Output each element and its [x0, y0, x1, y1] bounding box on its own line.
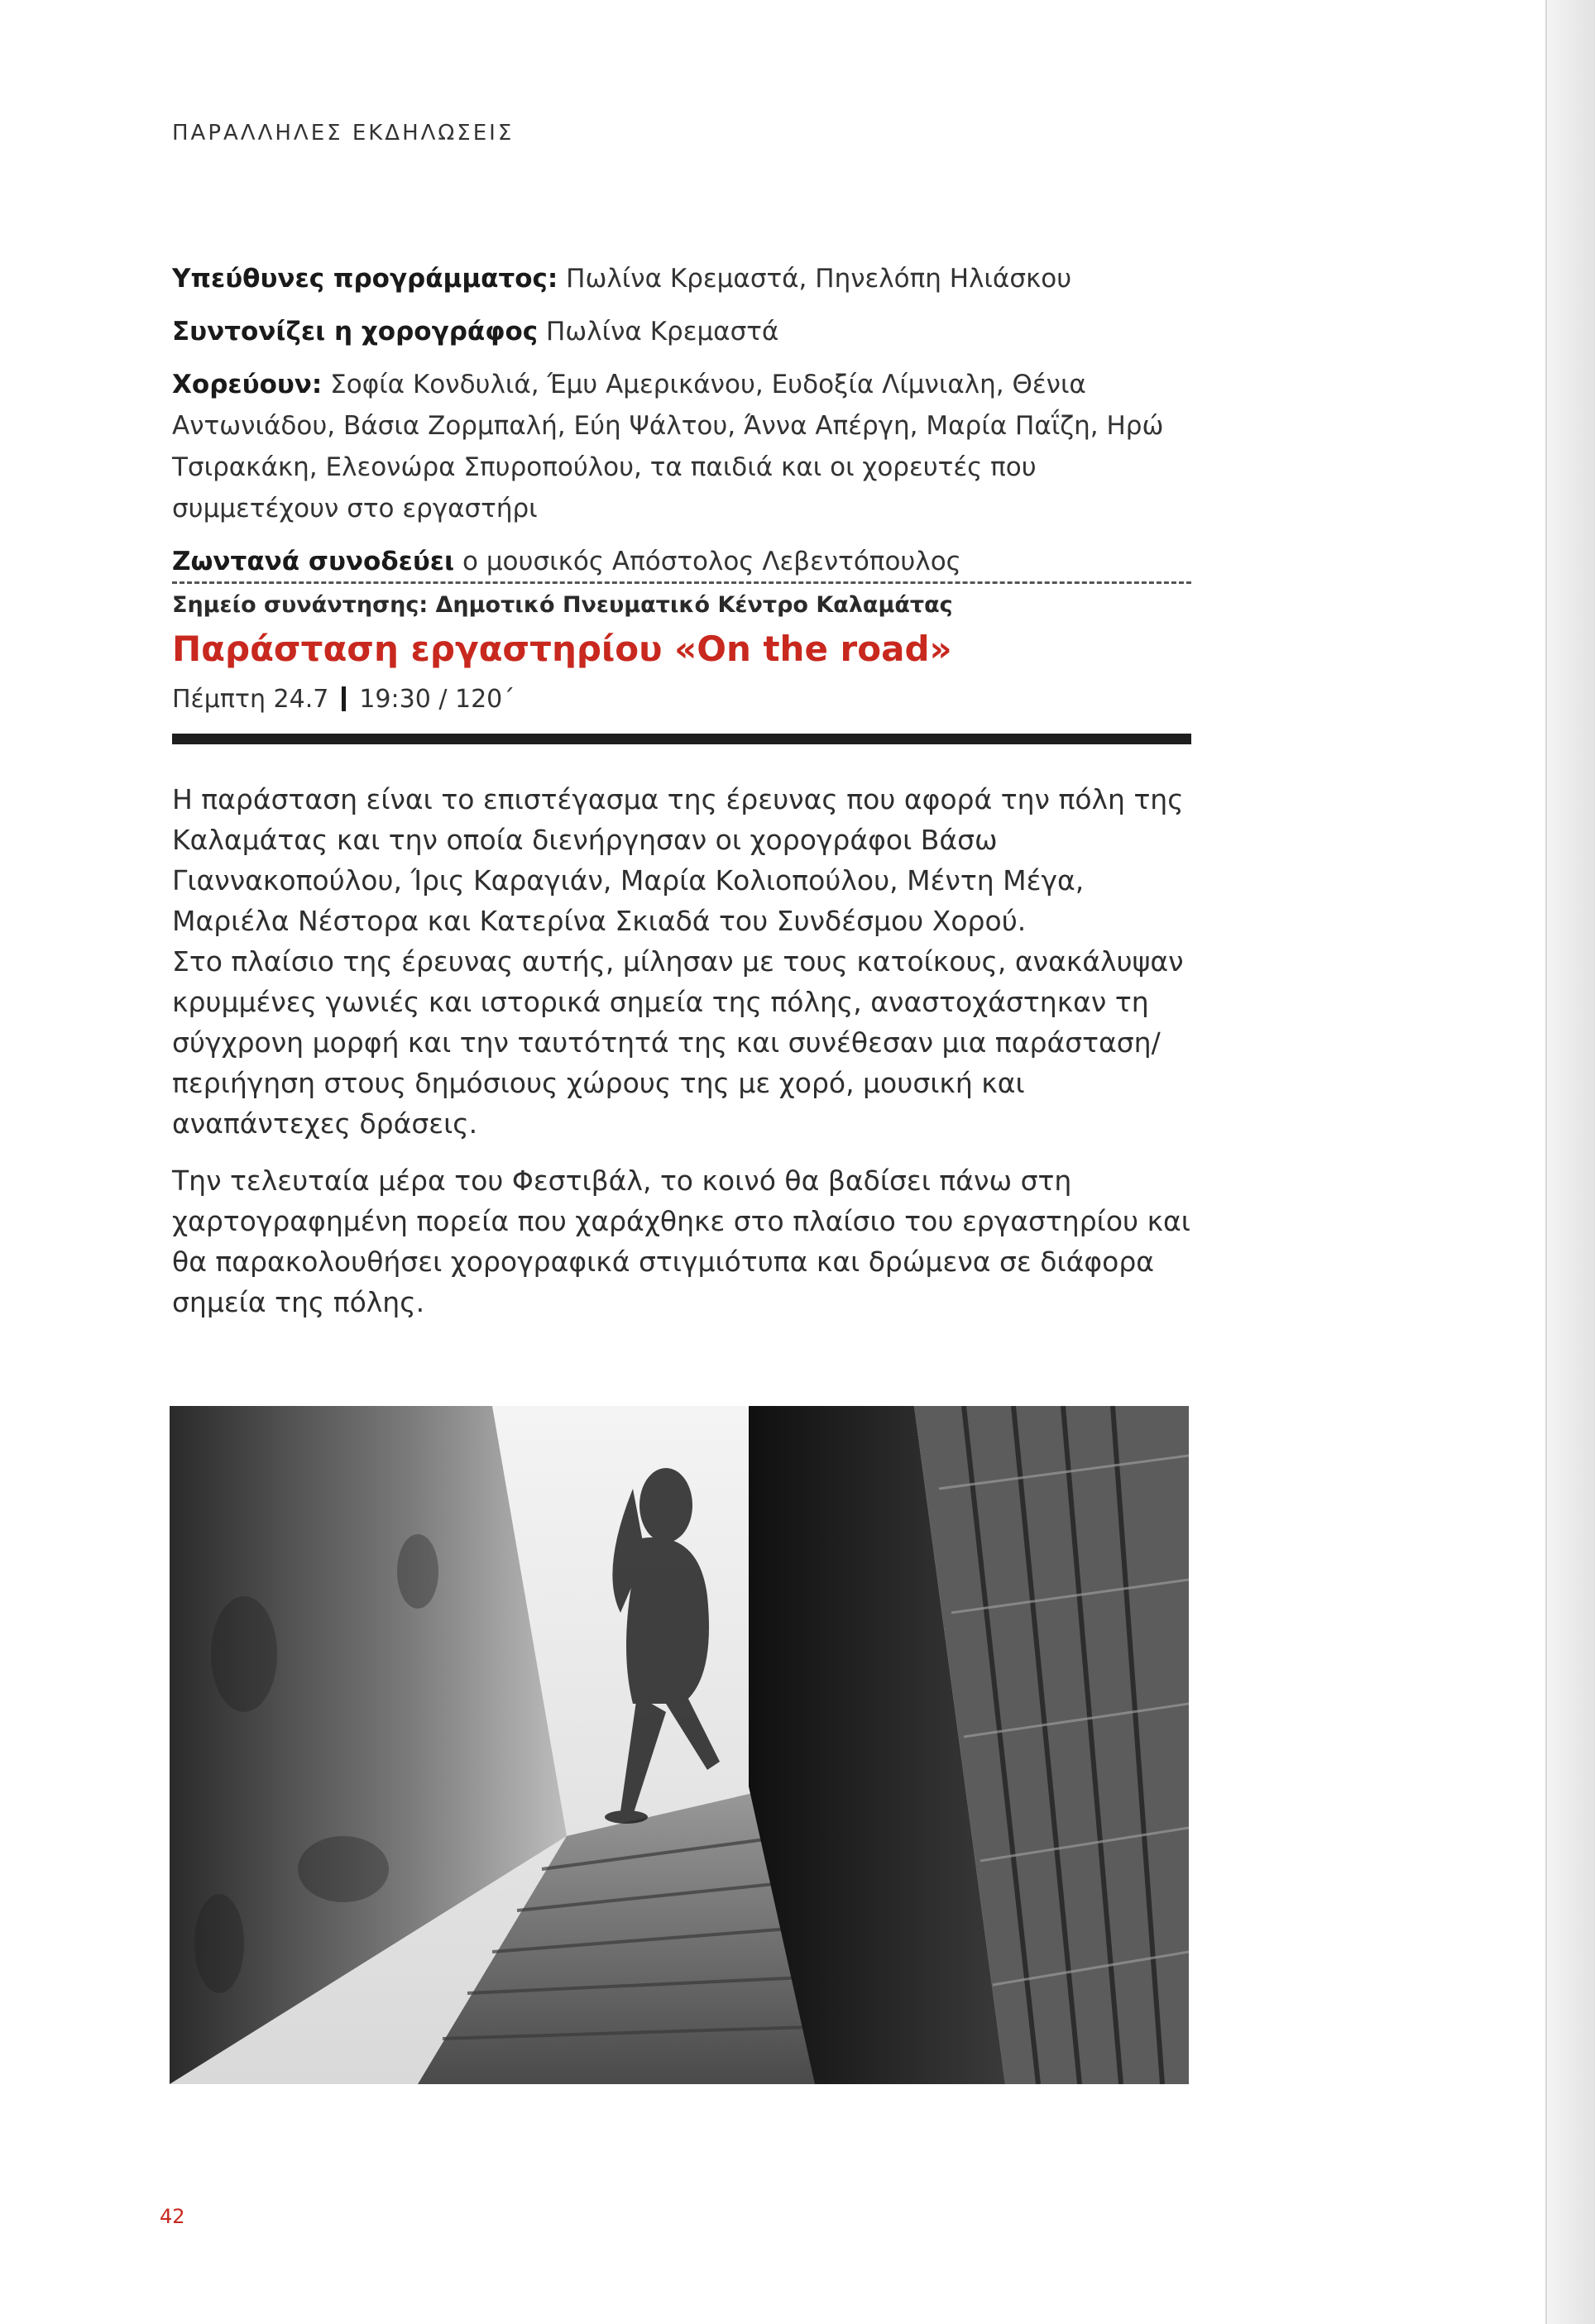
separator-bar — [342, 686, 346, 711]
description-paragraph-3: Την τελευταία μέρα του Φεστιβάλ, το κοινό θα βαδίσει πάνω στη χαρτογραφημένη πορεία που χαράχθηκε στο πλαίσιο του εργαστηρίου και θα παρακολουθήσει χορογραφικά στιγμιότυπα και δρώμενα σε διάφορα σημεία της πόλης. — [172, 1164, 1190, 1318]
event-date: Πέμπτη 24.7 — [172, 685, 329, 714]
credit-music-label: Ζωντανά συνοδεύει — [172, 547, 455, 576]
credit-program-value: Πωλίνα Κρεμαστά, Πηνελόπη Ηλιάσκου — [558, 264, 1072, 294]
page-number: 42 — [160, 2205, 185, 2228]
meeting-point: Σημείο συνάντησης: Δημοτικό Πνευματικό Κέντρο Καλαμάτας — [172, 592, 953, 618]
credit-program — [172, 258, 1198, 299]
credits-block — [172, 258, 1198, 594]
credit-music-value: ο μουσικός Απόστολος Λεβεντόπουλος — [454, 547, 961, 576]
credit-music — [172, 541, 1198, 582]
event-description — [172, 779, 1198, 1339]
credit-coordinator — [172, 311, 1198, 352]
stairway-photo — [170, 1406, 1189, 2084]
section-title: ΠΑΡΑΛΛΗΛΕΣ ΕΚΔΗΛΩΣΕΙΣ — [172, 121, 515, 146]
dashed-divider — [172, 581, 1191, 584]
credit-dancers-value: Σοφία Κονδυλιά, Έμυ Αμερικάνου, Ευδοξία Λίμνιαλη, Θένια Αντωνιάδου, Βάσια Ζορμπαλή, Εύη Ψάλτου, Άννα Απέργη, Μαρία Παΐζη, Ηρώ Τσιρακάκη, Ελεονώρα Σπυροπούλου, τα παιδιά και οι χορευτές που συμμετέχουν στο εργαστήρι — [172, 370, 1164, 524]
description-paragraph-2: Στο πλαίσιο της έρευνας αυτής, μίλησαν με τους κατοίκους, ανακάλυψαν κρυμμένες γωνιές και ιστορικά σημεία της πόλης, αναστοχάστηκαν τη σύγχρονη μορφή και την ταυτότητά της και συνέθεσαν μια παράσταση/περιήγηση στους δημόσιους χώρους της με χορό, μουσική και αναπάντεχες δράσεις. — [172, 945, 1184, 1140]
event-datetime — [172, 685, 515, 714]
credit-program-label: Υπεύθυνες προγράμματος: — [172, 264, 558, 294]
credit-dancers — [172, 364, 1198, 529]
description-paragraph-1: Η παράσταση είναι το επιστέγασμα της έρευνας που αφορά την πόλη της Καλαμάτας και την οποία διενήργησαν οι χορογράφοι Βάσω Γιαννακοπούλου, Ίρις Καραγιάν, Μαρία Κολιοπούλου, Μέντη Μέγα, Μαριέλα Νέστορα και Κατερίνα Σκιαδά του Συνδέσμου Χορού. — [172, 783, 1184, 937]
credit-coordinator-value: Πωλίνα Κρεμαστά — [538, 317, 779, 347]
event-title: Παράσταση εργαστηρίου «On the road» — [172, 629, 952, 669]
credit-dancers-label: Χορεύουν: — [172, 370, 323, 399]
page-edge — [1547, 0, 1595, 2324]
event-time: 19:30 / 120΄ — [359, 685, 515, 714]
credit-coordinator-label: Συντονίζει η χορογράφος — [172, 317, 539, 347]
solid-divider — [172, 734, 1191, 744]
stairway-photo-illustration — [170, 1406, 1189, 2084]
